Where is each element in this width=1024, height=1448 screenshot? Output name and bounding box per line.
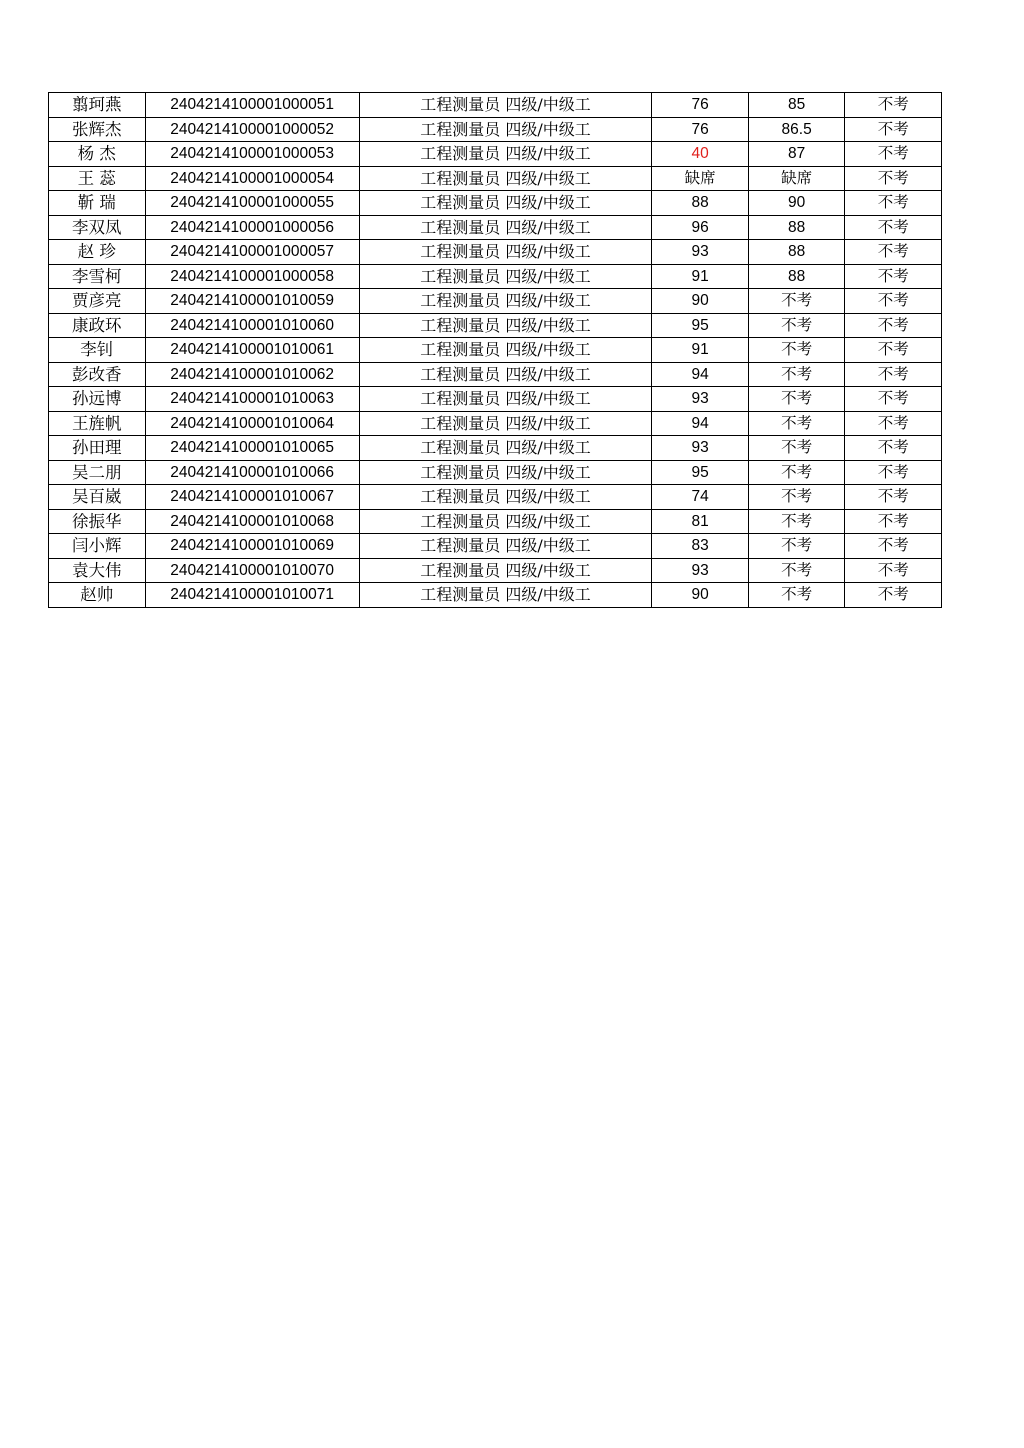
skill-score: 不考 bbox=[748, 558, 845, 583]
table-row bbox=[49, 240, 942, 265]
table-row bbox=[49, 436, 942, 461]
table-row bbox=[49, 191, 942, 216]
candidate-name: 徐振华 bbox=[49, 509, 146, 534]
skill-score: 不考 bbox=[748, 411, 845, 436]
candidate-id: 2404214100001000056 bbox=[145, 215, 359, 240]
candidate-id: 2404214100001000052 bbox=[145, 117, 359, 142]
table-row bbox=[49, 289, 942, 314]
comprehensive-score: 不考 bbox=[845, 485, 942, 510]
skill-score: 88 bbox=[748, 215, 845, 240]
table-row bbox=[49, 411, 942, 436]
theory-score: 93 bbox=[652, 387, 749, 412]
theory-score: 90 bbox=[652, 583, 749, 608]
table-row bbox=[49, 264, 942, 289]
candidate-id: 2404214100001010063 bbox=[145, 387, 359, 412]
candidate-name: 李双凤 bbox=[49, 215, 146, 240]
comprehensive-score: 不考 bbox=[845, 215, 942, 240]
candidate-name: 李钊 bbox=[49, 338, 146, 363]
candidate-name: 王 蕊 bbox=[49, 166, 146, 191]
occupation-level: 工程测量员 四级/中级工 bbox=[359, 436, 652, 461]
skill-score: 不考 bbox=[748, 534, 845, 559]
occupation-level: 工程测量员 四级/中级工 bbox=[359, 142, 652, 167]
skill-score: 不考 bbox=[748, 313, 845, 338]
comprehensive-score: 不考 bbox=[845, 460, 942, 485]
comprehensive-score: 不考 bbox=[845, 583, 942, 608]
skill-score: 88 bbox=[748, 264, 845, 289]
skill-score: 缺席 bbox=[748, 166, 845, 191]
comprehensive-score: 不考 bbox=[845, 264, 942, 289]
candidate-name: 赵帅 bbox=[49, 583, 146, 608]
candidate-id: 2404214100001010060 bbox=[145, 313, 359, 338]
theory-score: 95 bbox=[652, 460, 749, 485]
theory-score: 缺席 bbox=[652, 166, 749, 191]
skill-score: 不考 bbox=[748, 485, 845, 510]
table-row bbox=[49, 117, 942, 142]
table-row bbox=[49, 313, 942, 338]
score-table-body bbox=[49, 93, 942, 608]
comprehensive-score: 不考 bbox=[845, 191, 942, 216]
comprehensive-score: 不考 bbox=[845, 362, 942, 387]
occupation-level: 工程测量员 四级/中级工 bbox=[359, 534, 652, 559]
theory-score: 90 bbox=[652, 289, 749, 314]
skill-score: 不考 bbox=[748, 436, 845, 461]
skill-score: 不考 bbox=[748, 509, 845, 534]
skill-score: 86.5 bbox=[748, 117, 845, 142]
table-row bbox=[49, 460, 942, 485]
candidate-id: 2404214100001010070 bbox=[145, 558, 359, 583]
occupation-level: 工程测量员 四级/中级工 bbox=[359, 215, 652, 240]
comprehensive-score: 不考 bbox=[845, 509, 942, 534]
skill-score: 不考 bbox=[748, 387, 845, 412]
skill-score: 88 bbox=[748, 240, 845, 265]
occupation-level: 工程测量员 四级/中级工 bbox=[359, 289, 652, 314]
table-row bbox=[49, 142, 942, 167]
occupation-level: 工程测量员 四级/中级工 bbox=[359, 411, 652, 436]
candidate-name: 孙田理 bbox=[49, 436, 146, 461]
skill-score: 85 bbox=[748, 93, 845, 118]
occupation-level: 工程测量员 四级/中级工 bbox=[359, 485, 652, 510]
candidate-id: 2404214100001000054 bbox=[145, 166, 359, 191]
table-row bbox=[49, 338, 942, 363]
candidate-id: 2404214100001010066 bbox=[145, 460, 359, 485]
table-row bbox=[49, 509, 942, 534]
theory-score: 93 bbox=[652, 558, 749, 583]
table-row bbox=[49, 583, 942, 608]
comprehensive-score: 不考 bbox=[845, 411, 942, 436]
comprehensive-score: 不考 bbox=[845, 387, 942, 412]
skill-score: 不考 bbox=[748, 338, 845, 363]
occupation-level: 工程测量员 四级/中级工 bbox=[359, 558, 652, 583]
occupation-level: 工程测量员 四级/中级工 bbox=[359, 240, 652, 265]
comprehensive-score: 不考 bbox=[845, 117, 942, 142]
candidate-id: 2404214100001010065 bbox=[145, 436, 359, 461]
table-row bbox=[49, 215, 942, 240]
skill-score: 不考 bbox=[748, 289, 845, 314]
table-row bbox=[49, 558, 942, 583]
candidate-name: 闫小辉 bbox=[49, 534, 146, 559]
occupation-level: 工程测量员 四级/中级工 bbox=[359, 117, 652, 142]
theory-score: 88 bbox=[652, 191, 749, 216]
candidate-id: 2404214100001010062 bbox=[145, 362, 359, 387]
occupation-level: 工程测量员 四级/中级工 bbox=[359, 338, 652, 363]
score-table bbox=[48, 92, 942, 608]
candidate-name: 孙远博 bbox=[49, 387, 146, 412]
table-row bbox=[49, 485, 942, 510]
theory-score: 93 bbox=[652, 240, 749, 265]
comprehensive-score: 不考 bbox=[845, 240, 942, 265]
candidate-name: 彭改香 bbox=[49, 362, 146, 387]
candidate-id: 2404214100001010064 bbox=[145, 411, 359, 436]
candidate-id: 2404214100001010069 bbox=[145, 534, 359, 559]
occupation-level: 工程测量员 四级/中级工 bbox=[359, 191, 652, 216]
theory-score: 91 bbox=[652, 264, 749, 289]
candidate-id: 2404214100001000057 bbox=[145, 240, 359, 265]
comprehensive-score: 不考 bbox=[845, 93, 942, 118]
candidate-name: 李雪柯 bbox=[49, 264, 146, 289]
occupation-level: 工程测量员 四级/中级工 bbox=[359, 93, 652, 118]
occupation-level: 工程测量员 四级/中级工 bbox=[359, 460, 652, 485]
comprehensive-score: 不考 bbox=[845, 166, 942, 191]
theory-score: 81 bbox=[652, 509, 749, 534]
table-row bbox=[49, 534, 942, 559]
candidate-name: 张辉杰 bbox=[49, 117, 146, 142]
occupation-level: 工程测量员 四级/中级工 bbox=[359, 583, 652, 608]
occupation-level: 工程测量员 四级/中级工 bbox=[359, 166, 652, 191]
theory-score: 40 bbox=[652, 142, 749, 167]
candidate-name: 袁大伟 bbox=[49, 558, 146, 583]
comprehensive-score: 不考 bbox=[845, 558, 942, 583]
occupation-level: 工程测量员 四级/中级工 bbox=[359, 264, 652, 289]
table-row bbox=[49, 387, 942, 412]
theory-score: 76 bbox=[652, 93, 749, 118]
comprehensive-score: 不考 bbox=[845, 338, 942, 363]
occupation-level: 工程测量员 四级/中级工 bbox=[359, 313, 652, 338]
candidate-name: 吴二朋 bbox=[49, 460, 146, 485]
theory-score: 91 bbox=[652, 338, 749, 363]
comprehensive-score: 不考 bbox=[845, 289, 942, 314]
candidate-name: 康政环 bbox=[49, 313, 146, 338]
skill-score: 不考 bbox=[748, 362, 845, 387]
candidate-id: 2404214100001000058 bbox=[145, 264, 359, 289]
comprehensive-score: 不考 bbox=[845, 142, 942, 167]
table-row bbox=[49, 362, 942, 387]
candidate-name: 杨 杰 bbox=[49, 142, 146, 167]
candidate-name: 吴百崴 bbox=[49, 485, 146, 510]
comprehensive-score: 不考 bbox=[845, 436, 942, 461]
candidate-id: 2404214100001010061 bbox=[145, 338, 359, 363]
candidate-id: 2404214100001010068 bbox=[145, 509, 359, 534]
skill-score: 不考 bbox=[748, 583, 845, 608]
comprehensive-score: 不考 bbox=[845, 534, 942, 559]
skill-score: 不考 bbox=[748, 460, 845, 485]
theory-score: 74 bbox=[652, 485, 749, 510]
occupation-level: 工程测量员 四级/中级工 bbox=[359, 387, 652, 412]
theory-score: 83 bbox=[652, 534, 749, 559]
candidate-id: 2404214100001000051 bbox=[145, 93, 359, 118]
occupation-level: 工程测量员 四级/中级工 bbox=[359, 362, 652, 387]
candidate-name: 赵 珍 bbox=[49, 240, 146, 265]
table-row bbox=[49, 93, 942, 118]
theory-score: 76 bbox=[652, 117, 749, 142]
candidate-id: 2404214100001010071 bbox=[145, 583, 359, 608]
candidate-name: 靳 瑞 bbox=[49, 191, 146, 216]
theory-score: 94 bbox=[652, 362, 749, 387]
theory-score: 96 bbox=[652, 215, 749, 240]
theory-score: 93 bbox=[652, 436, 749, 461]
candidate-id: 2404214100001000055 bbox=[145, 191, 359, 216]
occupation-level: 工程测量员 四级/中级工 bbox=[359, 509, 652, 534]
skill-score: 87 bbox=[748, 142, 845, 167]
candidate-id: 2404214100001010059 bbox=[145, 289, 359, 314]
comprehensive-score: 不考 bbox=[845, 313, 942, 338]
candidate-id: 2404214100001000053 bbox=[145, 142, 359, 167]
theory-score: 94 bbox=[652, 411, 749, 436]
skill-score: 90 bbox=[748, 191, 845, 216]
candidate-id: 2404214100001010067 bbox=[145, 485, 359, 510]
candidate-name: 贾彦亮 bbox=[49, 289, 146, 314]
candidate-name: 王旌帆 bbox=[49, 411, 146, 436]
theory-score: 95 bbox=[652, 313, 749, 338]
candidate-name: 翦珂燕 bbox=[49, 93, 146, 118]
table-row bbox=[49, 166, 942, 191]
